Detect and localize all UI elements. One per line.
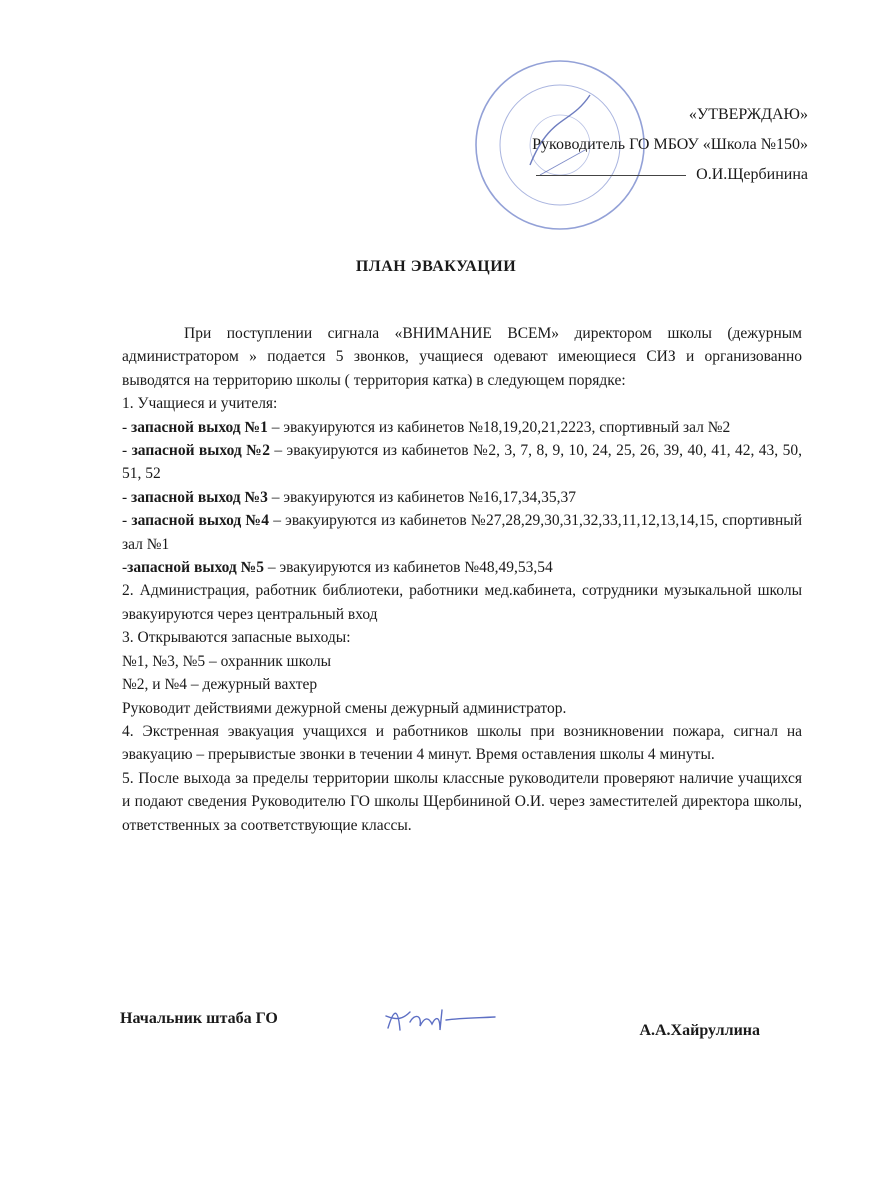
approval-signer: О.И.Щербинина [696,166,808,183]
exit-label: запасной выход №3 [131,488,268,506]
document-title: ПЛАН ЭВАКУАЦИИ [355,258,517,275]
approval-heading: «УТВЕРЖДАЮ» [688,106,808,123]
exit-item-3: - запасной выход №3 – эвакуируются из кабинетов №16,17,34,35,37 [122,488,577,506]
signature-line [536,175,686,176]
exit-label: запасной выход №4 [131,512,270,530]
approval-signer-line [488,160,808,190]
exit-item-4: - запасной выход №4 – эвакуируются из кабинетов №27,28,29,30,31,32,33,11,12,13,14,15, спортивный зал №1 [122,512,802,553]
exit-label: запасной выход №2 [131,442,270,460]
item-2: 2. Администрация, работник библиотеки, работники мед.кабинета, сотрудники музыкальной школы эвакуируются через центральный вход [122,582,802,623]
exit-item-2: - запасной выход №2 – эвакуируются из кабинетов №2, 3, 7, 8, 9, 10, 24, 25, 26, 39, 40, 41, 42, 43, 50, 51, 52 [122,442,802,483]
exit-item-5: -запасной выход №5 – эвакуируются из кабинетов №48,49,53,54 [122,559,553,577]
document-body [122,322,802,837]
item-4: 4. Экстренная эвакуация учащихся и работников школы при возникновении пожара, сигнал на эвакуацию – прерывистые звонки в течении 4 минут. Время оставления школы 4 минуты. [122,722,802,764]
item-5: 5. После выхода за пределы территории школы классные руководители проверяют наличие учащихся и подают сведения Руководителю ГО школы Щербининой О.И. через заместителей директора школы, ответственных за соответствующие классы. [122,769,802,834]
intro-paragraph: При поступлении сигнала «ВНИМАНИЕ ВСЕМ» директором школы (дежурным администратором » подается 5 звонков, учащиеся одевают имеющиеся СИЗ и организованно выводятся на территорию школы ( территория катка) в следующем порядке: [122,325,802,389]
exit-label: запасной выход №5 [127,559,264,577]
footer-position: Начальник штаба ГО [120,1010,278,1027]
item-3-title: 3. Открываются запасные выходы: [122,629,351,647]
item-1-title: 1. Учащиеся и учителя: [122,395,278,413]
handwritten-signature [380,1000,500,1040]
exit-label: запасной выход №1 [131,418,268,436]
approval-position: Руководитель ГО МБОУ «Школа №150» [532,136,808,153]
footer-name: А.А.Хайруллина [639,1022,760,1039]
approval-block [488,100,808,190]
exit-item-1: - запасной выход №1 – эвакуируются из кабинетов №18,19,20,21,2223, спортивный зал №2 [122,418,731,436]
item-3-line-c: Руководит действиями дежурной смены дежурный администратор. [122,699,567,717]
item-3-line-a: №1, №3, №5 – охранник школы [122,652,332,670]
item-3-line-b: №2, и №4 – дежурный вахтер [122,676,318,694]
